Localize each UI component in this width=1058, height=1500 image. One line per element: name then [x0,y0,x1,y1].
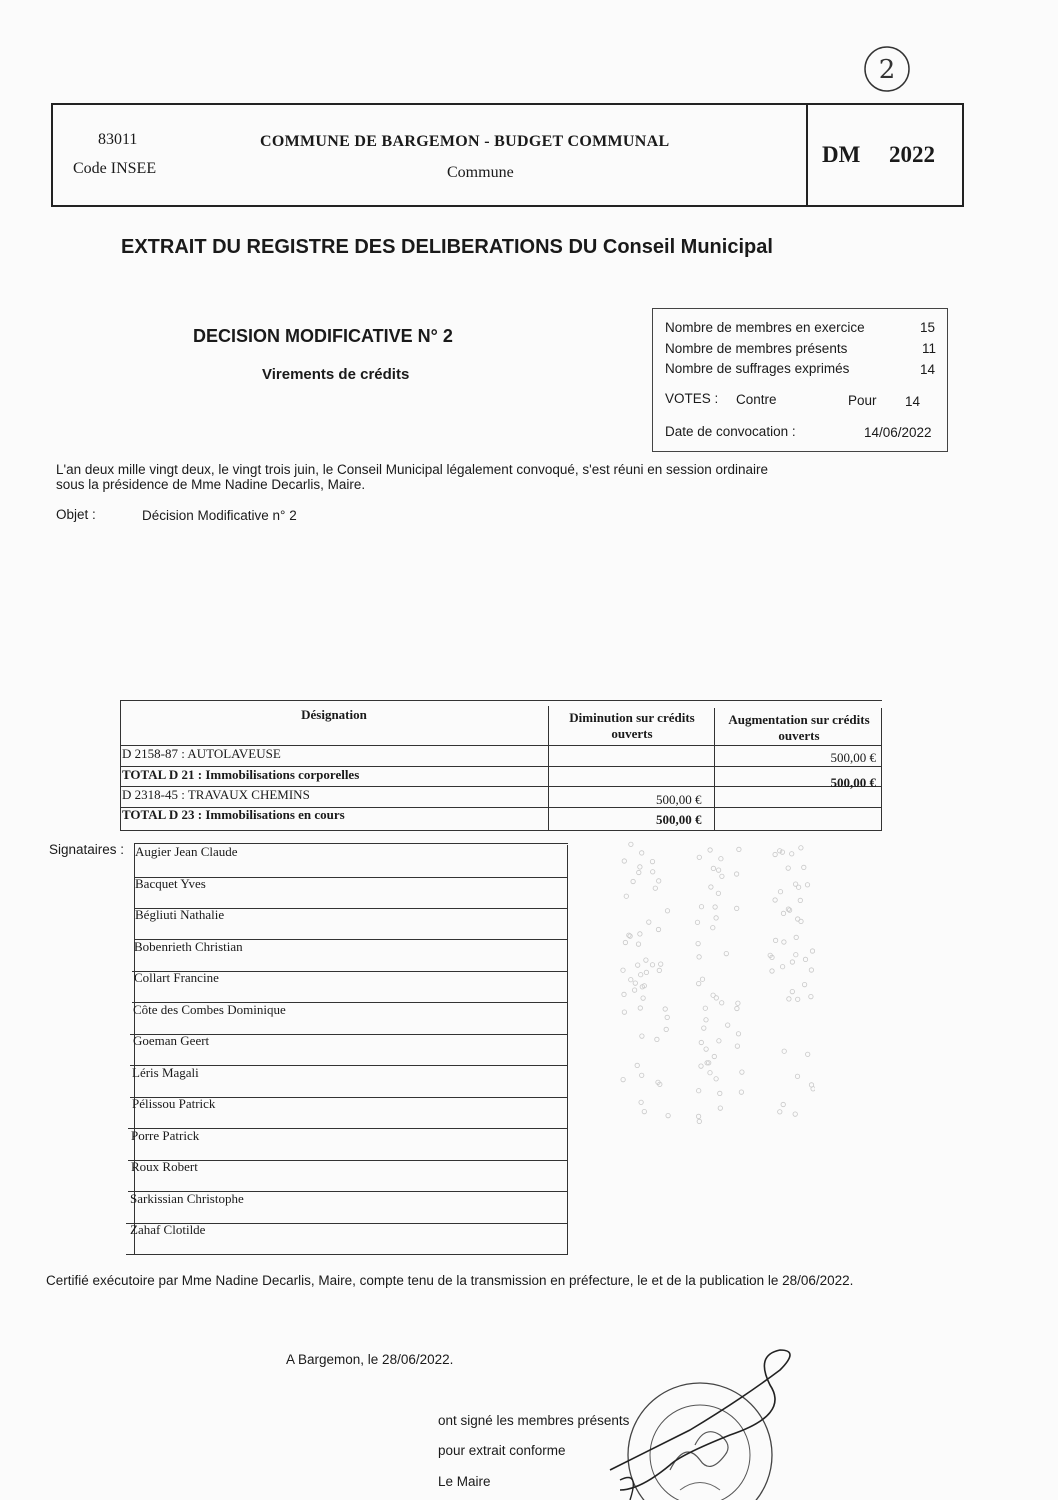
present-label: Nombre de membres présents [665,341,848,356]
intro-paragraph: L'an deux mille vingt deux, le vingt trois juin, le Conseil Municipal légalement convoqué, s'est réuni en session ordinaire sous la présidence de Mme Nadine Decarlis, Maire. [56,462,769,492]
budget-table [120,700,882,831]
row-designation: TOTAL D 23 : Immobilisations en cours [122,807,345,822]
signatory-name: Bacquet Yves [135,876,206,891]
votes-cast-label: Nombre de suffrages exprimés [665,361,850,376]
extract-title: EXTRAIT DU REGISTRE DES DELIBERATIONS DU Conseil Municipal [121,236,773,258]
certified-statement: Certifié exécutoire par Mme Nadine Decarlis, Maire, compte tenu de la transmission en préfecture, le et de la publication le 28/06/2022. [46,1273,854,1288]
svg-text:2: 2 [878,55,896,85]
insee-code-label: Code INSEE [73,160,157,177]
against-label: Contre [736,392,777,407]
signed-members-note: ont signé les membres présents [438,1413,630,1428]
row-designation: D 2318-45 : TRAVAUX CHEMINS [122,787,310,802]
mayor-stamp-signature [590,1340,820,1500]
place-date: A Bargemon, le 28/06/2022. [286,1352,454,1367]
row-designation: TOTAL D 21 : Immobilisations corporelles [122,767,360,782]
for-value: 14 [905,394,921,409]
votes-cast-value: 14 [920,362,936,377]
dm-label: DM [822,142,861,167]
present-value: 11 [922,341,937,356]
true-copy-note: pour extrait conforme [438,1443,566,1458]
row-decrease: 500,00 € [656,792,702,807]
signatories-label: Signataires : [49,842,125,857]
signatories-table [126,843,568,1255]
members-label: Nombre de membres en exercice [665,320,865,335]
row-decrease: 500,00 € [656,812,702,827]
signatory-name: Côte des Combes Dominique [133,1002,286,1017]
members-value: 15 [920,320,936,335]
signatory-name: Porre Patrick [131,1128,200,1143]
mayor-label: Le Maire [438,1474,491,1489]
signatory-name: Pélissou Patrick [132,1096,216,1111]
signatory-name: Bégliuti Nathalie [135,907,225,922]
row-increase: 500,00 € [830,775,876,790]
signatory-name: Goeman Geert [133,1033,210,1048]
header-divider [806,103,808,207]
signatory-name: Roux Robert [131,1159,198,1174]
for-label: Pour [848,393,877,408]
decision-title: DECISION MODIFICATIVE N° 2 [193,326,453,346]
row-designation: D 2158-87 : AUTOLAVEUSE [122,746,281,761]
convocation-label: Date de convocation : [665,424,796,439]
signatory-name: Léris Magali [132,1065,199,1080]
perforation-marks [615,838,815,1128]
commune-title: COMMUNE DE BARGEMON - BUDGET COMMUNAL [260,133,670,150]
objet-value: Décision Modificative n° 2 [142,508,297,523]
decision-subtitle: Virements de crédits [262,366,410,383]
col-decrease-header: Diminution sur crédits ouverts [569,710,695,741]
commune-subtitle: Commune [447,164,514,181]
col-increase-header: Augmentation sur crédits ouverts [728,712,870,743]
dm-year: 2022 [889,142,935,167]
row-increase: 500,00 € [830,750,876,765]
convocation-value: 14/06/2022 [864,425,932,440]
signatory-name: Bobenrieth Christian [134,939,243,954]
page-number-mark [862,44,912,94]
signatory-name: Collart Francine [134,970,219,985]
signatory-name: Augier Jean Claude [135,844,238,859]
signatory-name: Sarkissian Christophe [130,1191,244,1206]
signatory-name: Zahaf Clotilde [130,1222,206,1237]
votes-label: VOTES : [665,391,719,406]
objet-label: Objet : [56,507,96,522]
col-designation-header: Désignation [301,707,367,722]
insee-code-value: 83011 [98,131,138,148]
